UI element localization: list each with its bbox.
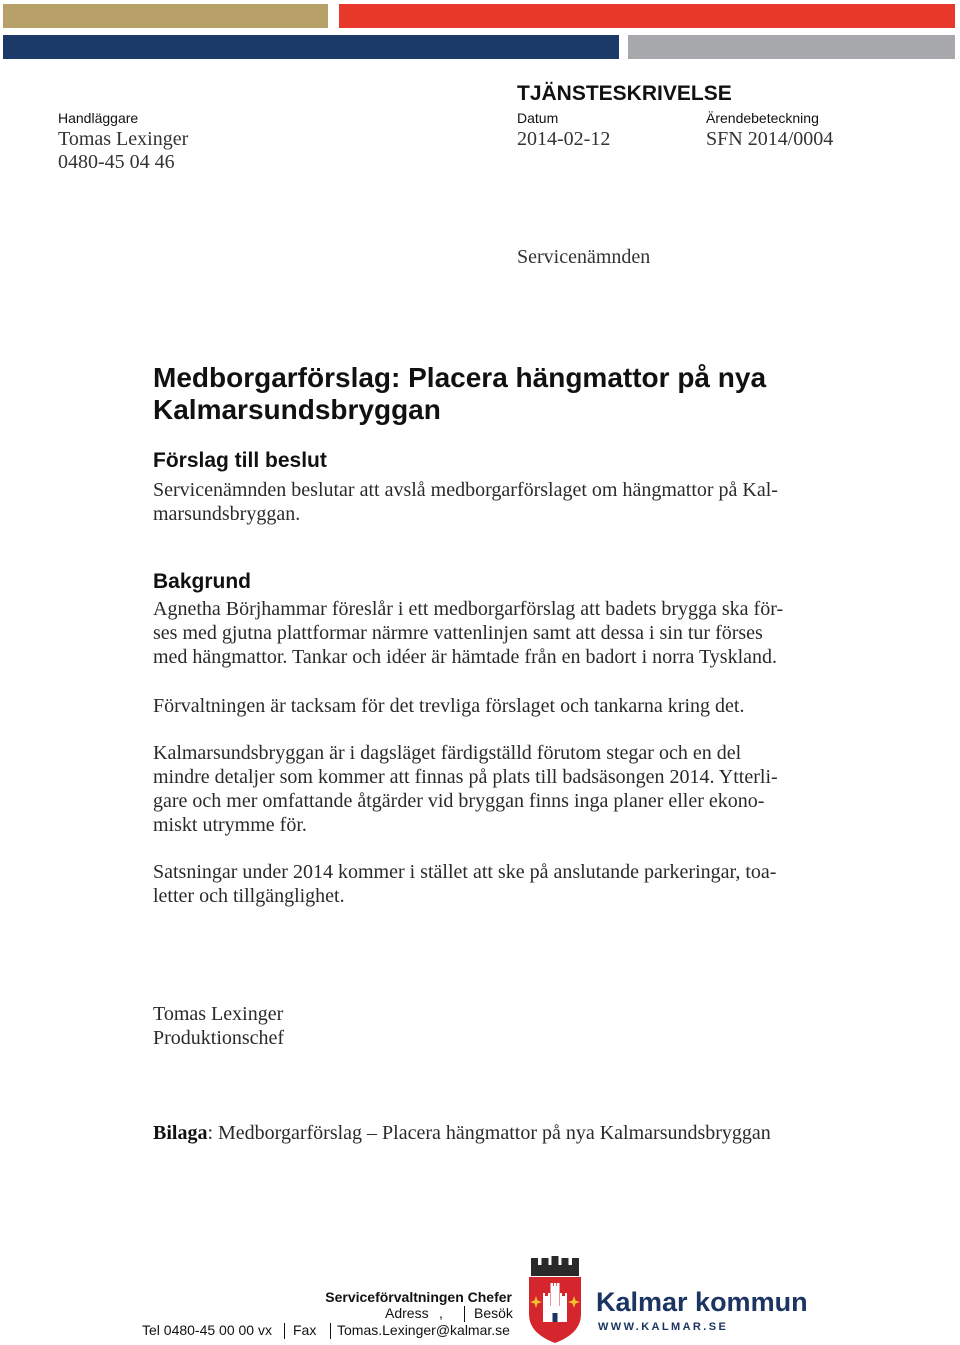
footer-divider: [284, 1323, 285, 1339]
handlaggare-phone: 0480-45 04 46: [58, 151, 175, 173]
background-heading: Bakgrund: [153, 570, 252, 593]
title-line: Kalmarsundsbryggan: [153, 394, 441, 425]
text-line: letter och tillgänglighet.: [153, 885, 345, 907]
arende-value: SFN 2014/0004: [706, 128, 834, 150]
footer-organisation: Serviceförvaltningen Chefer: [325, 1289, 512, 1305]
background-paragraph-3: [153, 741, 778, 837]
background-paragraph-2: [153, 694, 744, 718]
document-title: [153, 362, 766, 426]
text-line: miskt utrymme för.: [153, 814, 307, 836]
recipient: Servicenämnden: [517, 246, 651, 268]
crest-crown: [531, 1256, 579, 1276]
background-paragraph-1: [153, 597, 783, 669]
title-line: Medborgarförslag: Placera hängmattor på nya: [153, 362, 767, 393]
footer-email: Tomas.Lexinger@kalmar.se: [337, 1322, 510, 1338]
footer-visit-label: Besök: [474, 1305, 513, 1321]
attachment-text: : Medborgarförslag – Placera hängmattor på nya Kalmarsundsbryggan: [207, 1122, 771, 1144]
decision-heading: Förslag till beslut: [153, 449, 327, 472]
handlaggare-label: Handläggare: [58, 110, 139, 126]
crest-gate: [553, 1313, 558, 1322]
attachment-label: Bilaga: [153, 1122, 208, 1144]
text-line: Förvaltningen är tacksam för det trevliga förslaget och tankarna kring det.: [153, 695, 745, 717]
datum-value: 2014-02-12: [517, 128, 611, 150]
handlaggare-name: Tomas Lexinger: [58, 128, 189, 150]
footer-fax-label: Fax: [293, 1322, 317, 1338]
footer-divider: [464, 1306, 465, 1322]
datum-label: Datum: [517, 110, 559, 126]
text-line: mindre detaljer som kommer att finnas på plats till badsäsongen 2014. Ytterli-: [153, 766, 778, 788]
signature-name: Tomas Lexinger: [153, 1003, 284, 1025]
footer-address-separator: ,: [439, 1305, 443, 1321]
text-line: med hängmattor. Tankar och idéer är hämtade från en badort i norra Tyskland.: [153, 646, 778, 668]
footer-divider: [330, 1323, 331, 1339]
header-bar-navy: [3, 35, 619, 59]
text-line: ses med gjutna plattformar närmre vattenlinjen samt att dessa i sin tur förses: [153, 622, 763, 644]
text-line: marsundsbryggan.: [153, 503, 301, 525]
text-line: Servicenämnden beslutar att avslå medborgarförslaget om hängmattor på Kal-: [153, 479, 778, 501]
text-line: Satsningar under 2014 kommer i stället att ske på anslutande parkeringar, toa-: [153, 861, 777, 883]
footer-telephone: Tel 0480-45 00 00 vx: [142, 1322, 272, 1338]
logo-wordmark: Kalmar kommun: [596, 1287, 808, 1317]
kalmar-coat-of-arms-icon: [525, 1256, 585, 1344]
document-type: TJÄNSTESKRIVELSE: [517, 82, 732, 105]
header-bar-gray: [628, 35, 955, 59]
signature-role: Produktionschef: [153, 1027, 285, 1049]
text-line: Kalmarsundsbryggan är i dagsläget färdigställd förutom stegar och en del: [153, 742, 742, 764]
text-line: Agnetha Börjhammar föreslår i ett medborgarförslag att badets brygga ska för-: [153, 598, 784, 620]
signature: [153, 1002, 284, 1050]
logo-web-address: WWW.KALMAR.SE: [598, 1321, 729, 1333]
decision-paragraph: [153, 478, 778, 526]
text-line: gare och mer omfattande åtgärder vid bryggan finns inga planer eller ekono-: [153, 790, 765, 812]
header-bar-gold: [3, 4, 328, 28]
background-paragraph-4: [153, 860, 776, 908]
header-bar-red: [339, 4, 955, 28]
arende-label: Ärendebeteckning: [706, 110, 819, 126]
attachment-line: [153, 1121, 771, 1145]
footer-address-label: Adress: [385, 1305, 429, 1321]
